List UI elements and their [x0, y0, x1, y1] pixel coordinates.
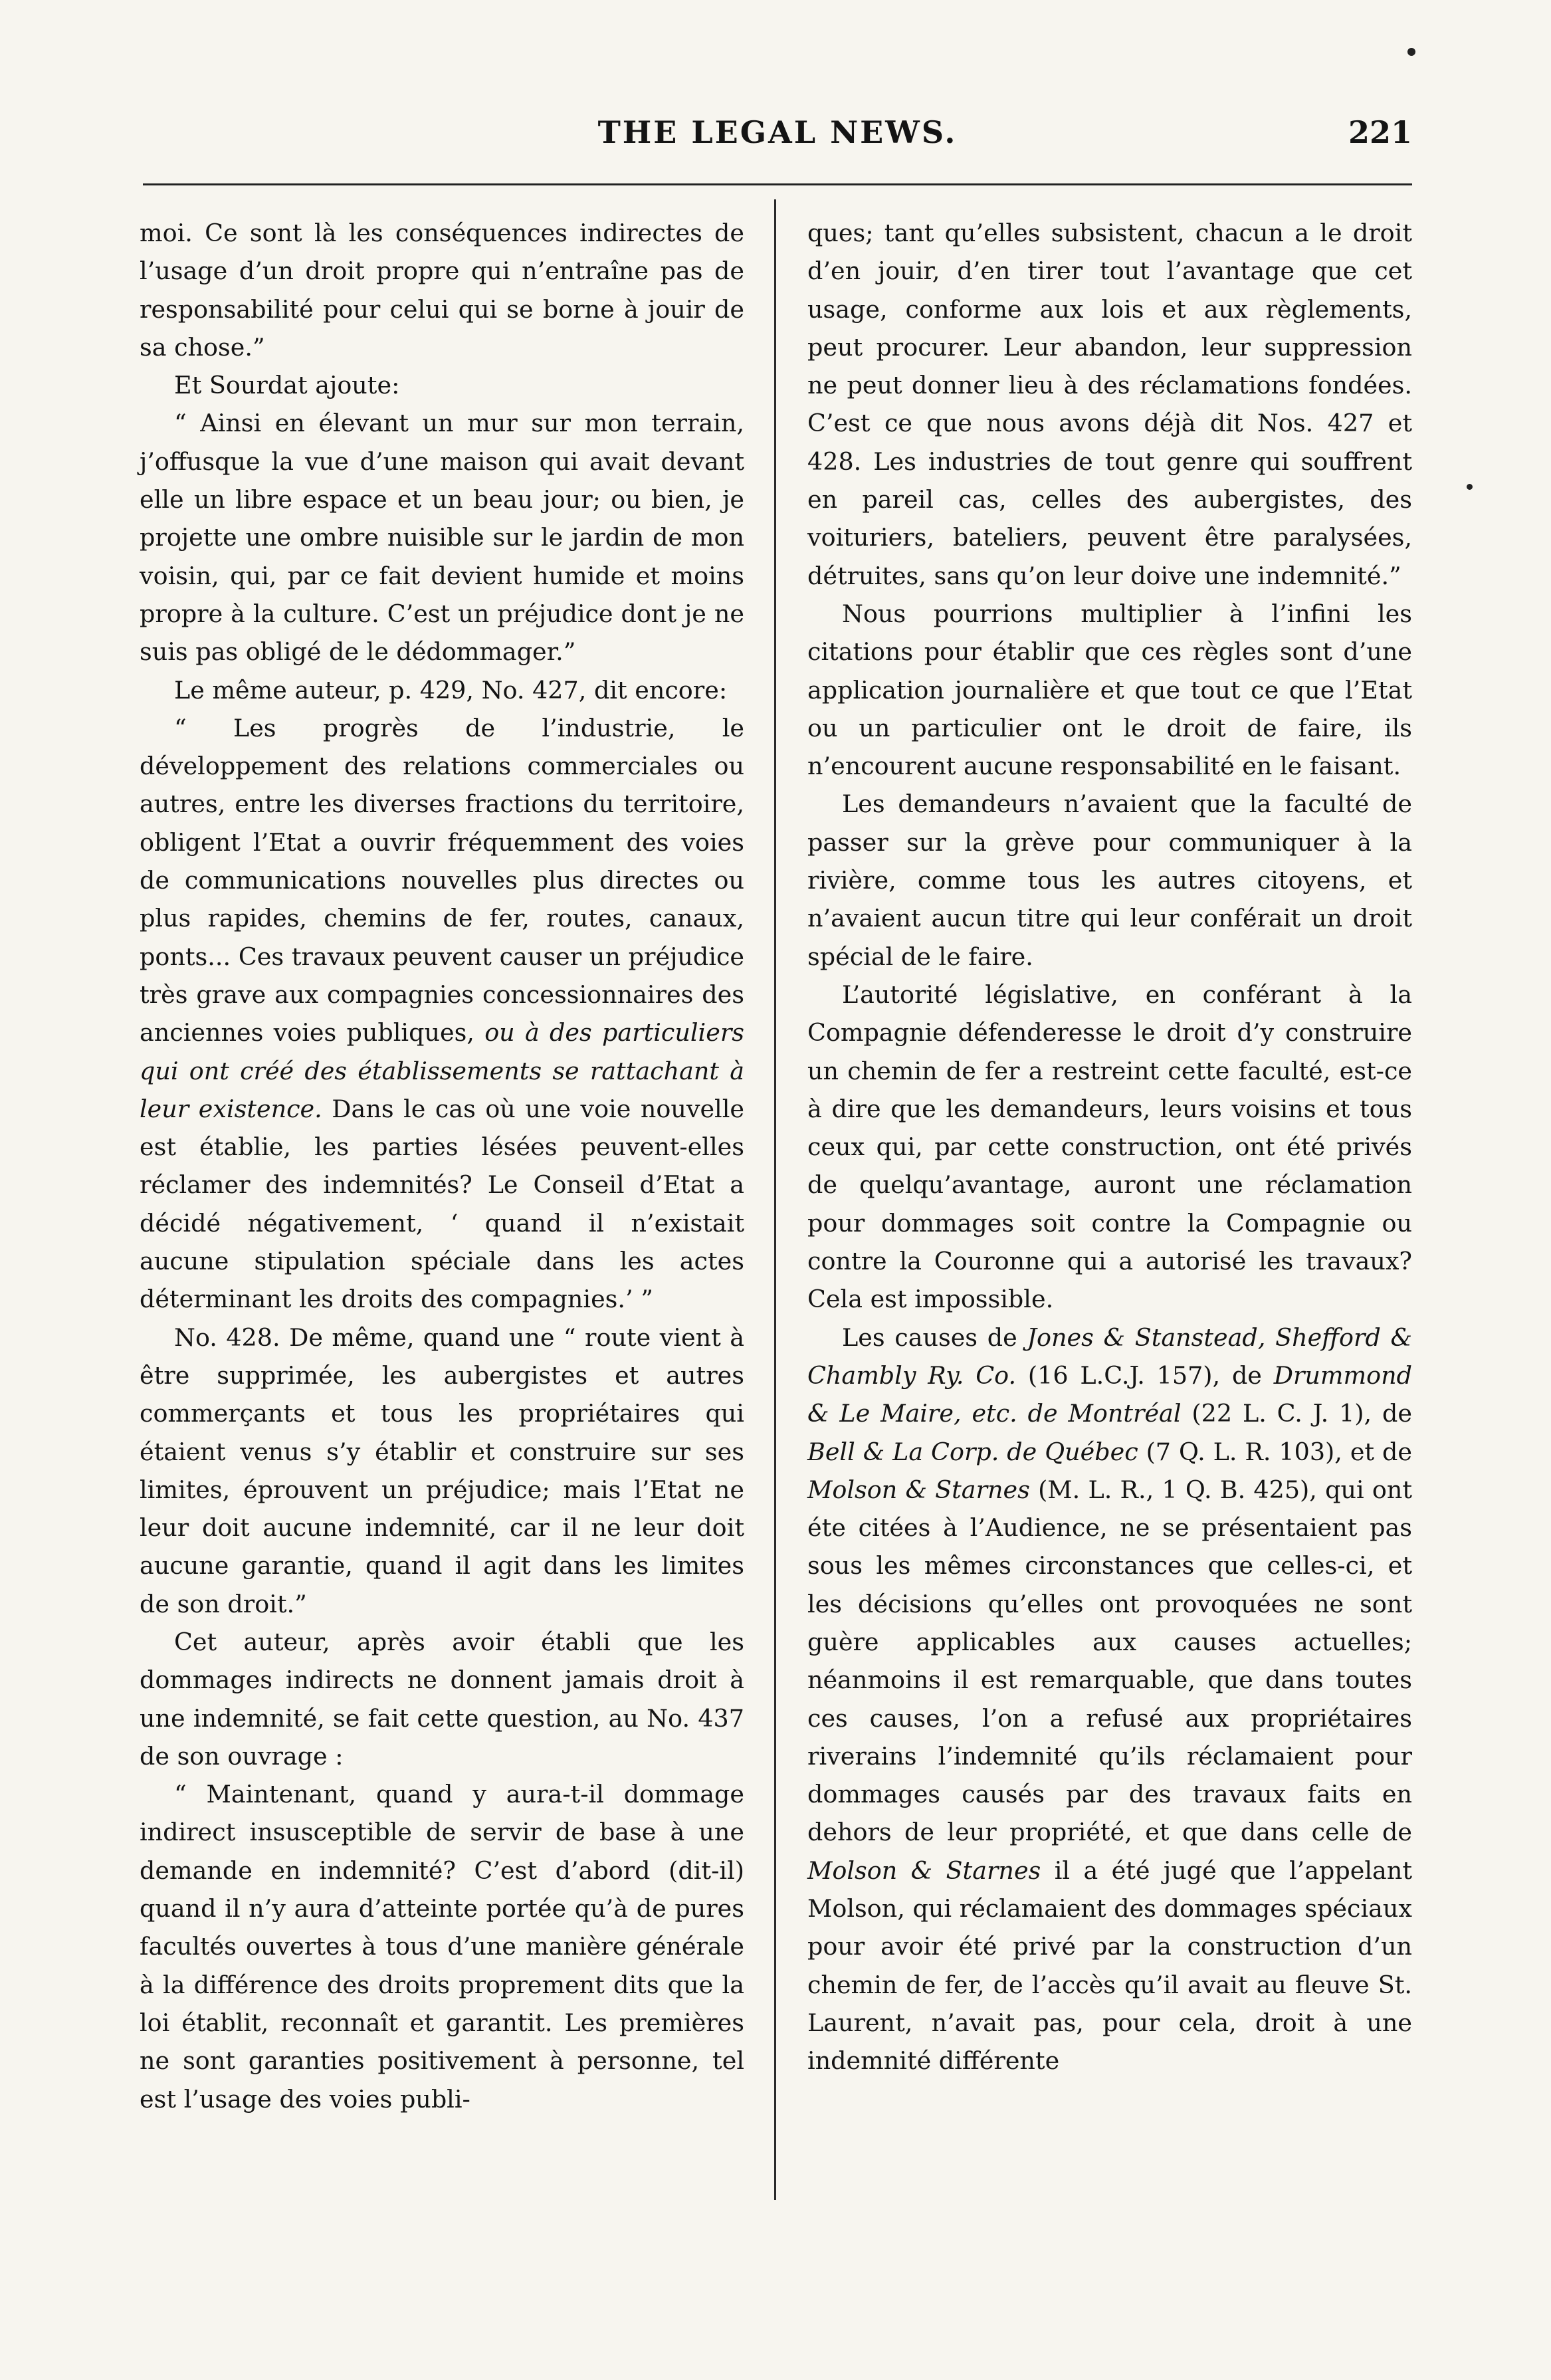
page-header	[143, 114, 1412, 167]
case-name: Bell & La Corp. de Québec	[807, 1437, 1138, 1466]
case-citations-paragraph	[807, 1319, 1412, 2080]
running-title: THE LEGAL NEWS.	[597, 114, 958, 150]
case-name: Molson & Starnes	[807, 1856, 1041, 1885]
text-run: Dans le cas où une voie nouvelle est établie, les parties lésées peuvent-elles réclamer des indemnités? Le Conseil d’Etat a décidé négativement, ‘ quand il n’existait aucune stipulation spéciale dans les actes déterminant les droits des compagnies.’ ”	[140, 1094, 745, 1314]
paragraph: L’autorité législative, en conférant à la Compagnie défenderesse le droit d’y construire un chemin de fer a restreint cette faculté, est-ce à dire que les demandeurs, leurs voisins et tous ceux qui, par cette construction, ont été privés de quelqu’avantage, auront une réclamation pour dommages soit contre la Compagnie ou contre la Couronne qui a autorisé les travaux? Cela est impossible.	[807, 980, 1412, 1314]
paragraph: Les demandeurs n’avaient que la faculté de passer sur la grève pour communiquer à la rivière, comme tous les autres citoyens, et n’avaient aucun titre qui leur conférait un droit spécial de le faire.	[807, 790, 1412, 971]
text-run: (7 Q. L. R. 103), et de	[1138, 1437, 1412, 1466]
case-name: Molson & Starnes	[807, 1475, 1030, 1504]
paragraph: moi. Ce sont là les conséquences indirectes de l’usage d’un droit propre qui n’entraîne pas de responsabilité pour celui qui se borne à jouir de sa chose.”	[140, 219, 744, 362]
text-run: Les causes de	[842, 1323, 1027, 1352]
right-column	[807, 214, 1412, 2080]
paragraph: Le même auteur, p. 429, No. 427, dit encore:	[174, 675, 728, 704]
case-name: Jones & Stanstead, Shefford & Chambly Ry. Co.	[807, 1323, 1413, 1390]
quote-paragraph	[140, 709, 744, 1319]
italic-text: ou à des particuliers qui ont créé des établissements se rattachant à leur existence.	[140, 1018, 744, 1123]
paragraph: Et Sourdat ajoute:	[174, 371, 400, 400]
paragraph: Nous pourrions multiplier à l’infini les citations pour établir que ces règles sont d’une application journalière et que tout ce que l’Etat ou un particulier ont le droit de faire, ils n’encourent aucune responsabilité en le faisant.	[807, 599, 1412, 781]
text-run: il a été jugé que l’appelant Molson, qui réclamaient des dommages spéciaux pour avoir été privé par la construction d’un chemin de fer, de l’accès qu’il avait au fleuve St. Laurent, n’avait pas, pour cela, droit à une indemnité différente	[807, 1856, 1412, 2076]
paragraph: Cet auteur, après avoir établi que les dommages indirects ne donnent jamais droit à une indemnité, se fait cette question, au No. 437 de son ouvrage :	[140, 1627, 744, 1771]
paragraph: ques; tant qu’elles subsistent, chacun a le droit d’en jouir, d’en tirer tout l’avantage que cet usage, conforme aux lois et aux règlements, peut procurer. Leur abandon, leur suppression ne peut donner lieu à des réclamations fondées. C’est ce que nous avons déjà dit Nos. 427 et 428. Les industries de tout genre qui souffrent en pareil cas, celles des aubergistes, des voituriers, bateliers, peuvent être paralysées, détruites, sans qu’on leur doive une indemnité.”	[807, 219, 1412, 590]
quote-paragraph: “ Ainsi en élevant un mur sur mon terrain, j’offusque la vue d’une maison qui avait devant elle un libre espace et un beau jour; ou bien, je projette une ombre nuisible sur le jardin de mon voisin, qui, par ce fait devient humide et moins propre à la culture. C’est un préjudice dont je ne suis pas obligé de le dédommager.”	[140, 409, 744, 667]
text-run: (M. L. R., 1 Q. B. 425), qui ont éte citées à l’Audience, ne se présentaient pas sous les mêmes circonstances que celles-ci, et les décisions qu’elles ont provoquées ne sont guère applicables aux causes actuelles; néanmoins il est remarquable, que dans toutes ces causes, l’on a refusé aux propriétaires riverains l’indemnité qu’ils réclamaient pour dommages causés par des travaux faits en dehors de leur propriété, et que dans celle de	[807, 1475, 1412, 1847]
left-column	[140, 214, 744, 2118]
text-run: (16 L.C.J. 157), de	[1016, 1360, 1274, 1390]
text-run: “ Les progrès de l’industrie, le développement des relations commerciales ou autres, entre les diverses fractions du territoire, obligent l’Etat a ouvrir fréquemment des voies de communications nouvelles plus directes ou plus rapides, chemins de fer, routes, canaux, ponts... Ces travaux peuvent causer un préjudice très grave aux compagnies concessionnaires des anciennes voies publiques,	[140, 713, 744, 1047]
header-rule	[143, 183, 1412, 185]
quote-paragraph: “ Maintenant, quand y aura-t-il dommage indirect insusceptible de servir de base à une demande en indemnité? C’est d’abord (dit-il) quand il n’y aura d’atteinte portée qu’à de pures facultés ouvertes à tous d’une manière générale à la différence des droits proprement dits que la loi établit, reconnaît et garantit. Les premières ne sont garanties positivement à personne, tel est l’usage des voies publi-	[140, 1780, 744, 2113]
text-run: (22 L. C. J. 1), de	[1181, 1399, 1412, 1428]
paragraph: No. 428. De même, quand une “ route vient à être supprimée, les aubergistes et autres commerçants et tous les propriétaires qui étaient venus s’y établir et construire sur ses limites, éprouvent un préjudice; mais l’Etat ne leur doit aucune indemnité, car il ne leur doit aucune garantie, quand il agit dans les limites de son droit.”	[140, 1323, 744, 1618]
case-name: Drummond & Le Maire, etc. de Montréal	[807, 1360, 1412, 1428]
ink-speck	[1407, 48, 1415, 56]
ink-speck	[1467, 484, 1473, 490]
column-divider	[774, 199, 776, 2200]
page-number: 221	[1348, 114, 1412, 150]
